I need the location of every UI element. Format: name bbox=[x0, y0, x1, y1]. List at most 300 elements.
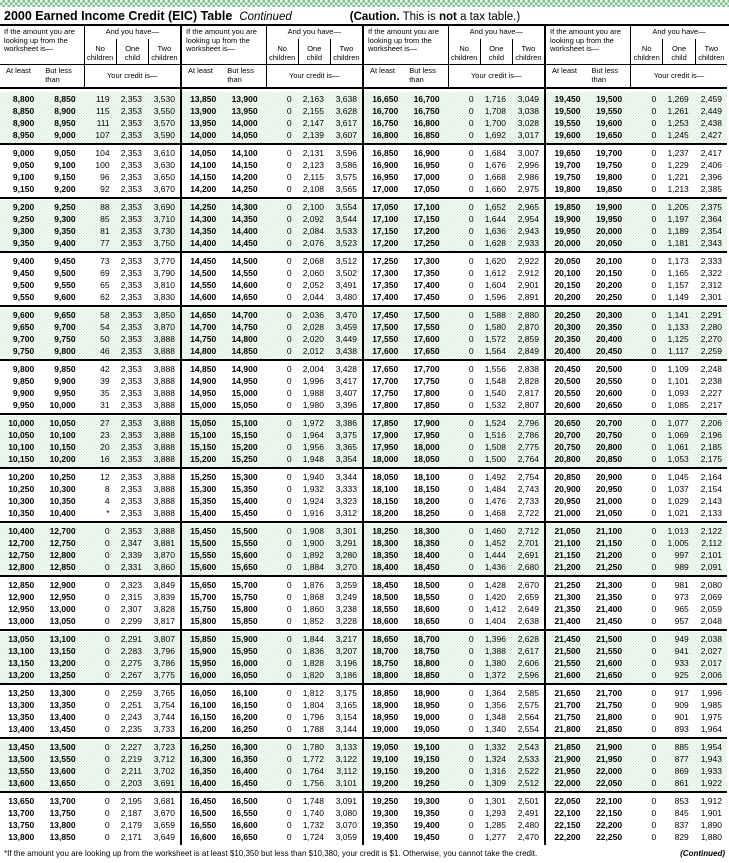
row-band bbox=[0, 92, 180, 145]
amount-cell: 15,300 bbox=[231, 472, 258, 482]
table-row bbox=[546, 765, 727, 777]
credit-cell: 2,353 bbox=[120, 484, 142, 494]
row-band bbox=[364, 146, 544, 199]
credit-cell: 3,830 bbox=[153, 292, 175, 302]
credit-cell: 0 bbox=[651, 202, 657, 212]
credit-cell: 1,221 bbox=[667, 172, 689, 182]
credit-cell: 837 bbox=[674, 820, 689, 830]
row-band bbox=[364, 740, 544, 793]
table-row bbox=[546, 633, 727, 645]
amount-cell: 9,050 bbox=[12, 160, 35, 170]
amount-cell: 13,650 bbox=[49, 778, 76, 788]
credit-cell: 3,710 bbox=[153, 214, 175, 224]
credit-cell: 2,235 bbox=[120, 724, 142, 734]
credit-cell: 1,021 bbox=[667, 508, 689, 518]
credit-cell: 0 bbox=[468, 808, 474, 818]
table-row bbox=[364, 147, 544, 159]
credit-cell: 0 bbox=[468, 184, 474, 194]
credit-cell: 2,353 bbox=[120, 280, 142, 290]
credit-cell: 1,293 bbox=[484, 808, 506, 818]
credit-cell: 0 bbox=[286, 526, 292, 536]
credit-cell: 1,588 bbox=[484, 310, 506, 320]
credit-cell: 0 bbox=[651, 472, 657, 482]
table-row bbox=[182, 93, 362, 105]
credit-cell: 2,353 bbox=[120, 346, 142, 356]
row-band bbox=[364, 92, 544, 145]
table-row bbox=[0, 255, 180, 267]
table-row bbox=[0, 129, 180, 141]
credit-cell: 0 bbox=[651, 778, 657, 788]
table-row bbox=[182, 363, 362, 375]
amount-cell: 10,000 bbox=[8, 418, 35, 428]
but-less-header: But less than bbox=[589, 65, 631, 87]
table-row bbox=[0, 333, 180, 345]
amount-cell: 9,800 bbox=[12, 364, 35, 374]
table-row bbox=[182, 267, 362, 279]
credit-cell: 0 bbox=[468, 634, 474, 644]
amount-cell: 13,700 bbox=[8, 808, 35, 818]
credit-cell: 3,091 bbox=[335, 796, 357, 806]
credit-cell: 1,468 bbox=[484, 508, 506, 518]
col-two-children: Two children bbox=[330, 39, 362, 64]
amount-cell: 18,950 bbox=[372, 712, 399, 722]
credit-cell: 1,996 bbox=[302, 376, 324, 386]
credit-cell: 3,617 bbox=[335, 118, 357, 128]
credit-cell: 1,508 bbox=[484, 442, 506, 452]
amount-cell: 15,800 bbox=[190, 616, 217, 626]
credit-cell: 0 bbox=[651, 508, 657, 518]
amount-cell: 13,600 bbox=[49, 766, 76, 776]
row-band bbox=[182, 524, 362, 577]
table-row bbox=[364, 309, 544, 321]
amount-cell: 21,800 bbox=[554, 724, 581, 734]
credit-cell: 3,659 bbox=[153, 820, 175, 830]
amount-cell: 13,150 bbox=[8, 658, 35, 668]
credit-cell: 997 bbox=[674, 550, 689, 560]
amount-cell: 19,900 bbox=[596, 202, 623, 212]
credit-cell: 861 bbox=[674, 778, 689, 788]
row-band bbox=[546, 92, 727, 145]
amount-cell: 14,000 bbox=[190, 130, 217, 140]
row-band bbox=[182, 92, 362, 145]
credit-cell: 1,229 bbox=[667, 160, 689, 170]
page-title-continued: Continued bbox=[239, 11, 292, 23]
amount-cell: 16,950 bbox=[372, 172, 399, 182]
at-least-header: At least bbox=[370, 66, 396, 75]
table-row bbox=[0, 699, 180, 711]
amount-cell: 16,750 bbox=[413, 106, 440, 116]
amount-cell: 15,100 bbox=[231, 418, 258, 428]
table-row bbox=[546, 321, 727, 333]
amount-cell: 15,300 bbox=[190, 484, 217, 494]
credit-cell: 3,733 bbox=[153, 724, 175, 734]
amount-cell: 15,850 bbox=[190, 634, 217, 644]
credit-cell: 3,570 bbox=[153, 118, 175, 128]
amount-cell: 10,350 bbox=[49, 496, 76, 506]
credit-cell: 893 bbox=[674, 724, 689, 734]
credit-cell: 0 bbox=[104, 604, 110, 614]
credit-cell: 2,131 bbox=[302, 148, 324, 158]
amount-cell: 13,550 bbox=[49, 754, 76, 764]
amount-cell: 12,800 bbox=[49, 550, 76, 560]
amount-cell: 19,300 bbox=[413, 796, 440, 806]
amount-cell: 16,700 bbox=[413, 94, 440, 104]
amount-cell: 16,250 bbox=[231, 724, 258, 734]
credit-cell: 2,353 bbox=[120, 322, 142, 332]
credit-cell: 0 bbox=[286, 430, 292, 440]
credit-cell: 3,888 bbox=[153, 334, 175, 344]
col-no-children: No children bbox=[269, 44, 296, 62]
credit-cell: 1,085 bbox=[667, 400, 689, 410]
credit-cell: 1,125 bbox=[667, 334, 689, 344]
amount-cell: 13,800 bbox=[8, 832, 35, 842]
amount-cell: 9,500 bbox=[54, 268, 76, 278]
table-row bbox=[546, 657, 727, 669]
credit-cell: 2,733 bbox=[517, 496, 539, 506]
credit-cell: 3,850 bbox=[153, 310, 175, 320]
amount-cell: 21,900 bbox=[596, 742, 623, 752]
amount-cell: 18,250 bbox=[413, 508, 440, 518]
table-row bbox=[546, 453, 727, 465]
amount-cell: 20,200 bbox=[554, 292, 581, 302]
amount-cell: 9,650 bbox=[54, 310, 76, 320]
credit-cell: 1,660 bbox=[484, 184, 506, 194]
credit-cell: 2,353 bbox=[120, 400, 142, 410]
credit-cell: 0 bbox=[651, 670, 657, 680]
credit-cell: 2,943 bbox=[517, 226, 539, 236]
amount-cell: 22,200 bbox=[596, 820, 623, 830]
credit-cell: 3,650 bbox=[153, 172, 175, 182]
amount-cell: 17,350 bbox=[413, 268, 440, 278]
credit-cell: 2,044 bbox=[302, 292, 324, 302]
table-row bbox=[182, 375, 362, 387]
table-row bbox=[364, 375, 544, 387]
credit-cell: 2,353 bbox=[120, 472, 142, 482]
amount-cell: 19,450 bbox=[413, 832, 440, 842]
credit-cell: 2,438 bbox=[700, 118, 722, 128]
credit-cell: 869 bbox=[674, 766, 689, 776]
credit-cell: 0 bbox=[651, 106, 657, 116]
table-row bbox=[0, 669, 180, 681]
amount-cell: 9,000 bbox=[54, 130, 76, 140]
credit-cell: 3,491 bbox=[335, 280, 357, 290]
table-row bbox=[364, 417, 544, 429]
credit-header: Your credit is— bbox=[470, 70, 522, 80]
credit-cell: 2,353 bbox=[120, 418, 142, 428]
amount-cell: 9,100 bbox=[12, 172, 35, 182]
credit-cell: 3,333 bbox=[335, 484, 357, 494]
credit-cell: 2,280 bbox=[700, 322, 722, 332]
column-group-4 bbox=[546, 26, 727, 845]
amount-cell: 18,400 bbox=[372, 562, 399, 572]
table-row bbox=[182, 117, 362, 129]
credit-cell: 2,353 bbox=[120, 334, 142, 344]
amount-cell: 14,750 bbox=[231, 322, 258, 332]
credit-cell: 1,213 bbox=[667, 184, 689, 194]
amount-cell: 16,350 bbox=[231, 754, 258, 764]
children-header: And you have— bbox=[105, 27, 159, 36]
credit-cell: 1,396 bbox=[484, 634, 506, 644]
credit-cell: 0 bbox=[651, 214, 657, 224]
at-least-header: At least bbox=[188, 66, 214, 75]
amount-cell: 19,950 bbox=[554, 226, 581, 236]
credit-cell: 0 bbox=[104, 796, 110, 806]
credit-cell: 1,964 bbox=[700, 724, 722, 734]
amount-cell: 13,200 bbox=[8, 670, 35, 680]
credit-cell: 3,790 bbox=[153, 268, 175, 278]
amount-cell: 16,650 bbox=[372, 94, 399, 104]
amount-cell: 20,000 bbox=[596, 226, 623, 236]
table-row bbox=[0, 657, 180, 669]
table-row bbox=[364, 105, 544, 117]
credit-cell: 3,480 bbox=[335, 292, 357, 302]
amount-cell: 13,050 bbox=[8, 634, 35, 644]
amount-cell: 20,200 bbox=[596, 280, 623, 290]
credit-cell: 2,012 bbox=[302, 346, 324, 356]
amount-cell: 16,600 bbox=[231, 820, 258, 830]
credit-cell: 0 bbox=[104, 742, 110, 752]
table-row bbox=[0, 561, 180, 573]
amount-cell: 10,050 bbox=[8, 430, 35, 440]
credit-cell: 96 bbox=[100, 172, 110, 182]
amount-cell: 16,200 bbox=[190, 724, 217, 734]
credit-cell: 1,380 bbox=[484, 658, 506, 668]
amount-cell: 21,750 bbox=[554, 712, 581, 722]
amount-cell: 17,300 bbox=[413, 256, 440, 266]
credit-cell: 0 bbox=[651, 130, 657, 140]
credit-cell: 853 bbox=[674, 796, 689, 806]
table-row bbox=[182, 657, 362, 669]
table-row bbox=[364, 831, 544, 843]
credit-cell: 2,659 bbox=[517, 592, 539, 602]
credit-cell: 1,900 bbox=[302, 538, 324, 548]
table-row bbox=[364, 495, 544, 507]
amount-cell: 19,500 bbox=[554, 106, 581, 116]
table-row bbox=[0, 159, 180, 171]
amount-cell: 20,550 bbox=[596, 376, 623, 386]
credit-cell: 3,607 bbox=[335, 130, 357, 140]
amount-cell: 17,150 bbox=[413, 214, 440, 224]
row-band bbox=[546, 416, 727, 469]
credit-cell: 3,888 bbox=[153, 346, 175, 356]
table-row bbox=[364, 159, 544, 171]
table-row bbox=[546, 645, 727, 657]
table-row bbox=[0, 453, 180, 465]
credit-cell: 1,948 bbox=[302, 454, 324, 464]
credit-cell: 0 bbox=[286, 280, 292, 290]
credit-cell: 0 bbox=[651, 322, 657, 332]
credit-cell: 104 bbox=[95, 148, 110, 158]
credit-cell: 0 bbox=[468, 496, 474, 506]
credit-cell: 0 bbox=[286, 148, 292, 158]
credit-cell: 3,354 bbox=[335, 454, 357, 464]
credit-cell: 2,849 bbox=[517, 346, 539, 356]
credit-cell: 2,859 bbox=[517, 334, 539, 344]
amount-cell: 19,200 bbox=[413, 766, 440, 776]
credit-cell: 0 bbox=[104, 646, 110, 656]
amount-header: If the amount you are looking up from the worksheet is— bbox=[0, 26, 85, 64]
table-row bbox=[364, 603, 544, 615]
amount-cell: 19,700 bbox=[596, 148, 623, 158]
credit-cell: 1,933 bbox=[700, 766, 722, 776]
credit-cell: 3,670 bbox=[153, 184, 175, 194]
credit-cell: 2,406 bbox=[700, 160, 722, 170]
credit-cell: 1,452 bbox=[484, 538, 506, 548]
credit-cell: 2,343 bbox=[700, 238, 722, 248]
table-row bbox=[182, 645, 362, 657]
credit-cell: 111 bbox=[96, 118, 110, 128]
amount-cell: 8,950 bbox=[12, 130, 35, 140]
credit-cell: 1,253 bbox=[667, 118, 689, 128]
amount-cell: 17,100 bbox=[413, 202, 440, 212]
group-body bbox=[546, 89, 727, 845]
table-row bbox=[364, 615, 544, 627]
credit-cell: 0 bbox=[104, 592, 110, 602]
credit-cell: 3,238 bbox=[335, 604, 357, 614]
amount-cell: 16,150 bbox=[231, 700, 258, 710]
credit-cell: 0 bbox=[651, 562, 657, 572]
credit-cell: 0 bbox=[286, 634, 292, 644]
row-band bbox=[0, 686, 180, 739]
credit-cell: 1,061 bbox=[667, 442, 689, 452]
amount-cell: 13,500 bbox=[8, 754, 35, 764]
amount-cell: 15,000 bbox=[231, 388, 258, 398]
row-band bbox=[0, 308, 180, 361]
credit-cell: 1,340 bbox=[484, 724, 506, 734]
table-row bbox=[364, 507, 544, 519]
amount-cell: 16,800 bbox=[413, 118, 440, 128]
table-row bbox=[364, 633, 544, 645]
credit-cell: 0 bbox=[651, 442, 657, 452]
credit-cell: 2,480 bbox=[517, 820, 539, 830]
credit-cell: 3,133 bbox=[335, 742, 357, 752]
credit-cell: 1,940 bbox=[302, 472, 324, 482]
credit-cell: 1,316 bbox=[484, 766, 506, 776]
credit-cell: 2,060 bbox=[302, 268, 324, 278]
amount-cell: 20,250 bbox=[596, 292, 623, 302]
credit-cell: 0 bbox=[651, 592, 657, 602]
table-row bbox=[364, 441, 544, 453]
credit-cell: 0 bbox=[104, 538, 110, 548]
credit-cell: 885 bbox=[674, 742, 689, 752]
children-header: And you have— bbox=[652, 27, 706, 36]
amount-cell: 19,150 bbox=[372, 766, 399, 776]
amount-cell: 19,900 bbox=[554, 214, 581, 224]
credit-cell: 2,048 bbox=[700, 616, 722, 626]
credit-cell: 0 bbox=[286, 346, 292, 356]
credit-cell: 1,708 bbox=[484, 106, 506, 116]
amount-cell: 18,200 bbox=[372, 508, 399, 518]
table-row bbox=[182, 333, 362, 345]
amount-cell: 15,450 bbox=[231, 508, 258, 518]
row-band bbox=[364, 254, 544, 307]
amount-cell: 20,450 bbox=[554, 364, 581, 374]
credit-cell: 2,975 bbox=[517, 184, 539, 194]
amount-cell: 18,600 bbox=[372, 616, 399, 626]
credit-cell: 2,543 bbox=[517, 742, 539, 752]
credit-cell: 2,870 bbox=[517, 322, 539, 332]
amount-cell: 10,200 bbox=[49, 454, 76, 464]
table-row bbox=[546, 753, 727, 765]
credit-cell: 1,237 bbox=[667, 148, 689, 158]
credit-cell: 0 bbox=[468, 226, 474, 236]
amount-cell: 20,800 bbox=[596, 442, 623, 452]
credit-cell: 3,280 bbox=[335, 550, 357, 560]
credit-cell: 3,744 bbox=[153, 712, 175, 722]
credit-cell: 2,353 bbox=[120, 364, 142, 374]
credit-cell: 46 bbox=[100, 346, 110, 356]
credit-cell: 3,112 bbox=[336, 766, 357, 776]
credit-cell: 2,299 bbox=[120, 616, 142, 626]
credit-cell: 2,333 bbox=[700, 256, 722, 266]
amount-cell: 18,400 bbox=[413, 550, 440, 560]
credit-cell: 0 bbox=[651, 310, 657, 320]
credit-cell: 1,975 bbox=[700, 712, 722, 722]
credit-cell: 0 bbox=[468, 616, 474, 626]
credit-cell: 0 bbox=[286, 202, 292, 212]
credit-cell: 0 bbox=[104, 778, 110, 788]
amount-cell: 8,850 bbox=[54, 94, 76, 104]
credit-cell: 2,091 bbox=[700, 562, 722, 572]
amount-cell: 14,400 bbox=[190, 238, 217, 248]
credit-cell: 0 bbox=[104, 658, 110, 668]
credit-cell: 2,353 bbox=[120, 184, 142, 194]
credit-cell: 2,701 bbox=[517, 538, 539, 548]
amount-cell: 17,450 bbox=[413, 292, 440, 302]
amount-cell: 15,150 bbox=[190, 442, 217, 452]
credit-cell: 1,956 bbox=[302, 442, 324, 452]
amount-cell: 20,900 bbox=[554, 484, 581, 494]
credit-cell: 2,491 bbox=[517, 808, 539, 818]
amount-cell: 17,800 bbox=[372, 400, 399, 410]
amount-cell: 15,650 bbox=[190, 580, 217, 590]
amount-cell: 9,500 bbox=[12, 280, 35, 290]
credit-cell: 2,084 bbox=[302, 226, 324, 236]
credit-cell: 0 bbox=[651, 700, 657, 710]
row-band bbox=[364, 200, 544, 253]
credit-cell: 2,322 bbox=[700, 268, 722, 278]
amount-cell: 14,850 bbox=[231, 346, 258, 356]
credit-cell: 2,754 bbox=[517, 472, 539, 482]
credit-cell: 2,147 bbox=[302, 118, 324, 128]
credit-cell: 0 bbox=[468, 430, 474, 440]
amount-cell: 21,000 bbox=[596, 496, 623, 506]
table-row bbox=[0, 387, 180, 399]
table-row bbox=[546, 105, 727, 117]
amount-cell: 15,550 bbox=[190, 550, 217, 560]
credit-cell: 1,332 bbox=[484, 742, 506, 752]
amount-cell: 15,200 bbox=[190, 454, 217, 464]
credit-cell: 0 bbox=[651, 346, 657, 356]
credit-cell: 0 bbox=[286, 334, 292, 344]
amount-cell: 10,150 bbox=[49, 442, 76, 452]
credit-cell: 0 bbox=[468, 796, 474, 806]
amount-cell: 20,550 bbox=[554, 388, 581, 398]
credit-cell: 2,353 bbox=[120, 526, 142, 536]
row-band bbox=[546, 146, 727, 199]
credit-cell: 0 bbox=[651, 616, 657, 626]
credit-cell: 0 bbox=[286, 472, 292, 482]
credit-cell: 92 bbox=[100, 184, 110, 194]
credit-cell: 1,484 bbox=[484, 484, 506, 494]
table-row bbox=[182, 615, 362, 627]
credit-cell: 0 bbox=[651, 418, 657, 428]
credit-header: Your credit is— bbox=[106, 70, 158, 80]
credit-cell: 3,344 bbox=[335, 472, 357, 482]
credit-cell: 2,196 bbox=[700, 430, 722, 440]
credit-cell: 1,716 bbox=[484, 94, 506, 104]
credit-cell: 77 bbox=[100, 238, 110, 248]
